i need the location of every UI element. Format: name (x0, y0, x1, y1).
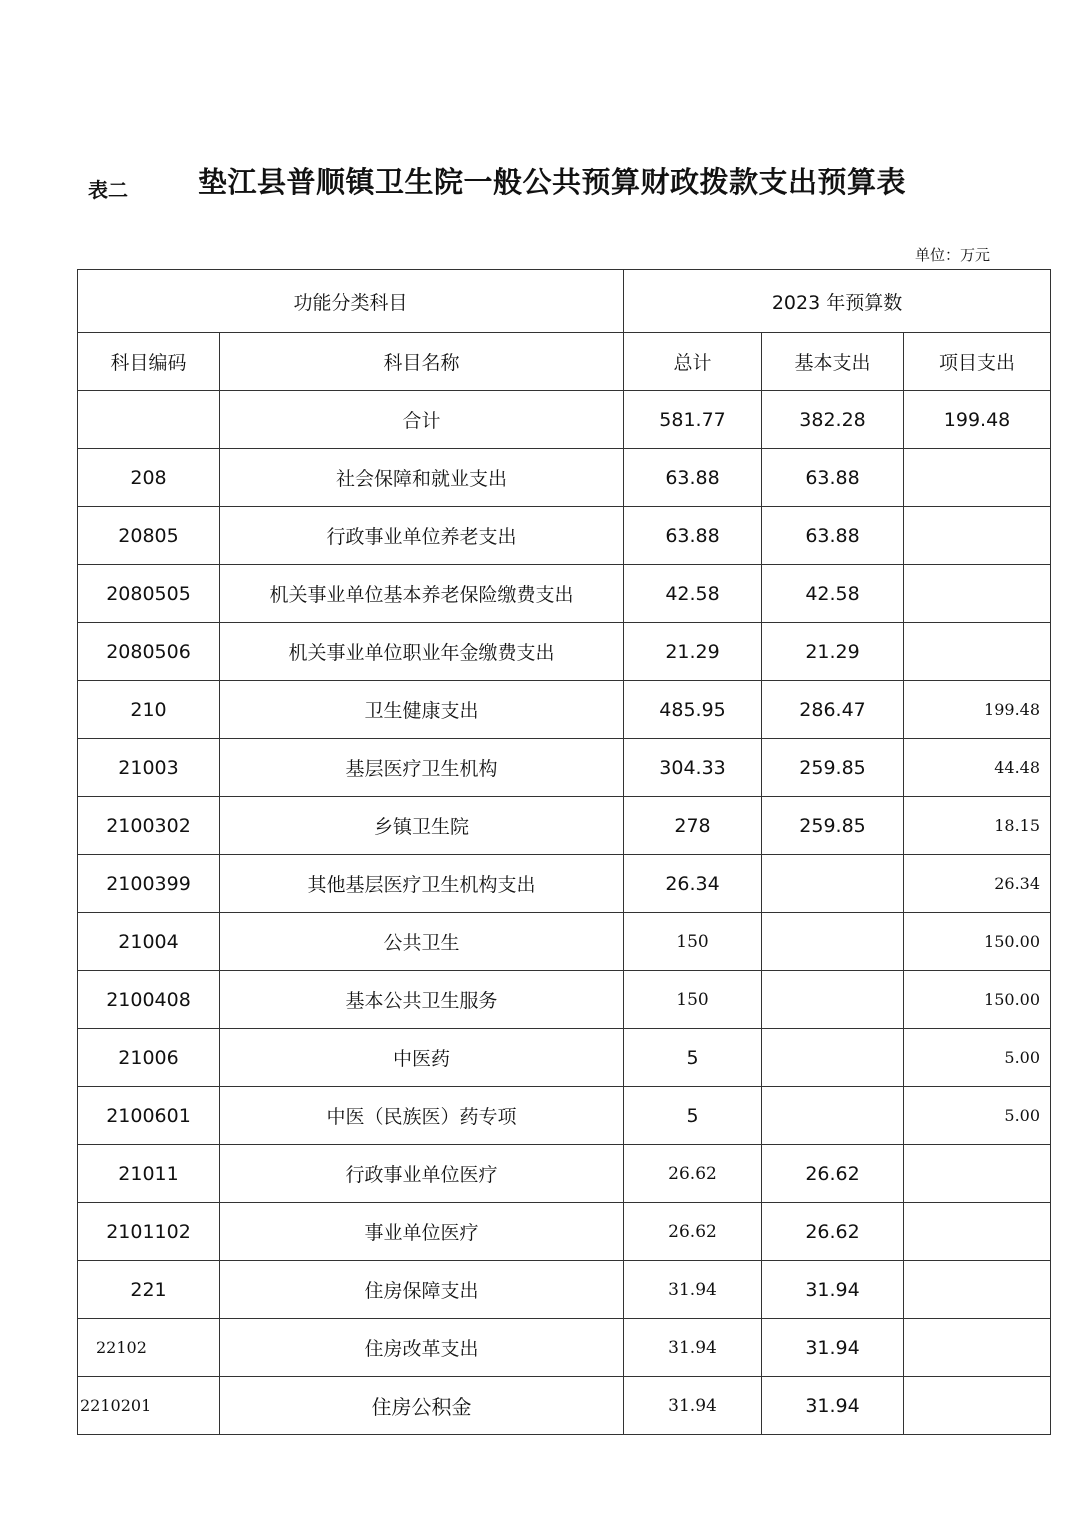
cell-name: 合计 (220, 391, 624, 449)
cell-project: 5.00 (904, 1029, 1051, 1087)
cell-name: 行政事业单位养老支出 (220, 507, 624, 565)
unit-label: 单位：万元 (915, 246, 991, 264)
table-row (78, 623, 1051, 681)
table-row (78, 913, 1051, 971)
cell-code: 221 (78, 1261, 220, 1319)
cell-total: 150 (624, 971, 762, 1029)
cell-code: 2100302 (78, 797, 220, 855)
cell-code: 21006 (78, 1029, 220, 1087)
cell-project: 199.48 (904, 681, 1051, 739)
header-project: 项目支出 (904, 333, 1051, 391)
cell-total: 63.88 (624, 507, 762, 565)
cell-code: 20805 (78, 507, 220, 565)
cell-project: 150.00 (904, 913, 1051, 971)
cell-project: 199.48 (904, 391, 1051, 449)
cell-basic: 31.94 (762, 1319, 904, 1377)
cell-project (904, 1203, 1051, 1261)
cell-basic (762, 1029, 904, 1087)
cell-total: 26.34 (624, 855, 762, 913)
cell-code: 2080505 (78, 565, 220, 623)
header-name: 科目名称 (220, 333, 624, 391)
cell-basic: 382.28 (762, 391, 904, 449)
cell-total: 21.29 (624, 623, 762, 681)
cell-project (904, 507, 1051, 565)
cell-basic: 26.62 (762, 1203, 904, 1261)
table-row (78, 391, 1051, 449)
table-row (78, 1203, 1051, 1261)
cell-name: 住房保障支出 (220, 1261, 624, 1319)
cell-project (904, 565, 1051, 623)
cell-code: 21004 (78, 913, 220, 971)
cell-code: 2210201 (78, 1377, 220, 1435)
group-header-row (78, 270, 1051, 333)
table-row (78, 855, 1051, 913)
cell-name: 行政事业单位医疗 (220, 1145, 624, 1203)
table-row (78, 797, 1051, 855)
cell-total: 31.94 (624, 1261, 762, 1319)
table-row (78, 449, 1051, 507)
cell-code (78, 391, 220, 449)
cell-total: 42.58 (624, 565, 762, 623)
cell-name: 机关事业单位基本养老保险缴费支出 (220, 565, 624, 623)
cell-basic: 259.85 (762, 739, 904, 797)
cell-basic (762, 913, 904, 971)
table-row (78, 507, 1051, 565)
cell-project: 150.00 (904, 971, 1051, 1029)
cell-name: 住房公积金 (220, 1377, 624, 1435)
cell-name: 事业单位医疗 (220, 1203, 624, 1261)
cell-code: 2101102 (78, 1203, 220, 1261)
cell-basic (762, 855, 904, 913)
cell-basic: 63.88 (762, 507, 904, 565)
cell-total: 26.62 (624, 1145, 762, 1203)
cell-code: 21011 (78, 1145, 220, 1203)
cell-name: 基层医疗卫生机构 (220, 739, 624, 797)
cell-basic (762, 971, 904, 1029)
header-code: 科目编码 (78, 333, 220, 391)
cell-project (904, 449, 1051, 507)
table-row (78, 971, 1051, 1029)
header-total: 总计 (624, 333, 762, 391)
cell-name: 中医药 (220, 1029, 624, 1087)
cell-project: 44.48 (904, 739, 1051, 797)
cell-code: 2100601 (78, 1087, 220, 1145)
cell-basic: 63.88 (762, 449, 904, 507)
cell-basic: 21.29 (762, 623, 904, 681)
header-category: 功能分类科目 (78, 270, 624, 333)
cell-code: 21003 (78, 739, 220, 797)
cell-code: 208 (78, 449, 220, 507)
cell-basic: 259.85 (762, 797, 904, 855)
table-label: 表二 (88, 178, 128, 202)
page-title: 垫江县普顺镇卫生院一般公共预算财政拨款支出预算表 (198, 165, 907, 199)
cell-name: 住房改革支出 (220, 1319, 624, 1377)
cell-name: 卫生健康支出 (220, 681, 624, 739)
cell-basic: 31.94 (762, 1261, 904, 1319)
cell-project: 5.00 (904, 1087, 1051, 1145)
cell-total: 278 (624, 797, 762, 855)
cell-basic: 26.62 (762, 1145, 904, 1203)
cell-basic: 286.47 (762, 681, 904, 739)
cell-basic: 31.94 (762, 1377, 904, 1435)
cell-total: 26.62 (624, 1203, 762, 1261)
table-row (78, 1261, 1051, 1319)
cell-project (904, 1261, 1051, 1319)
table-row (78, 1377, 1051, 1435)
header-basic: 基本支出 (762, 333, 904, 391)
cell-name: 社会保障和就业支出 (220, 449, 624, 507)
cell-total: 31.94 (624, 1319, 762, 1377)
table-row (78, 681, 1051, 739)
cell-total: 485.95 (624, 681, 762, 739)
budget-table (77, 269, 1051, 1435)
cell-project (904, 623, 1051, 681)
table-row (78, 1319, 1051, 1377)
cell-project: 18.15 (904, 797, 1051, 855)
cell-project: 26.34 (904, 855, 1051, 913)
table-row (78, 1087, 1051, 1145)
cell-name: 其他基层医疗卫生机构支出 (220, 855, 624, 913)
cell-code: 2080506 (78, 623, 220, 681)
cell-total: 304.33 (624, 739, 762, 797)
cell-name: 公共卫生 (220, 913, 624, 971)
cell-project (904, 1377, 1051, 1435)
cell-total: 31.94 (624, 1377, 762, 1435)
table-row (78, 739, 1051, 797)
cell-name: 机关事业单位职业年金缴费支出 (220, 623, 624, 681)
cell-name: 中医（民族医）药专项 (220, 1087, 624, 1145)
cell-code: 2100408 (78, 971, 220, 1029)
cell-name: 基本公共卫生服务 (220, 971, 624, 1029)
cell-total: 150 (624, 913, 762, 971)
cell-code: 22102 (78, 1319, 220, 1377)
table-row (78, 565, 1051, 623)
cell-basic: 42.58 (762, 565, 904, 623)
cell-project (904, 1145, 1051, 1203)
cell-name: 乡镇卫生院 (220, 797, 624, 855)
cell-total: 5 (624, 1029, 762, 1087)
cell-total: 581.77 (624, 391, 762, 449)
cell-project (904, 1319, 1051, 1377)
cell-basic (762, 1087, 904, 1145)
cell-total: 5 (624, 1087, 762, 1145)
table-row (78, 1145, 1051, 1203)
cell-total: 63.88 (624, 449, 762, 507)
cell-code: 210 (78, 681, 220, 739)
cell-code: 2100399 (78, 855, 220, 913)
header-budget: 2023 年预算数 (624, 270, 1051, 333)
table-row (78, 1029, 1051, 1087)
column-header-row (78, 333, 1051, 391)
